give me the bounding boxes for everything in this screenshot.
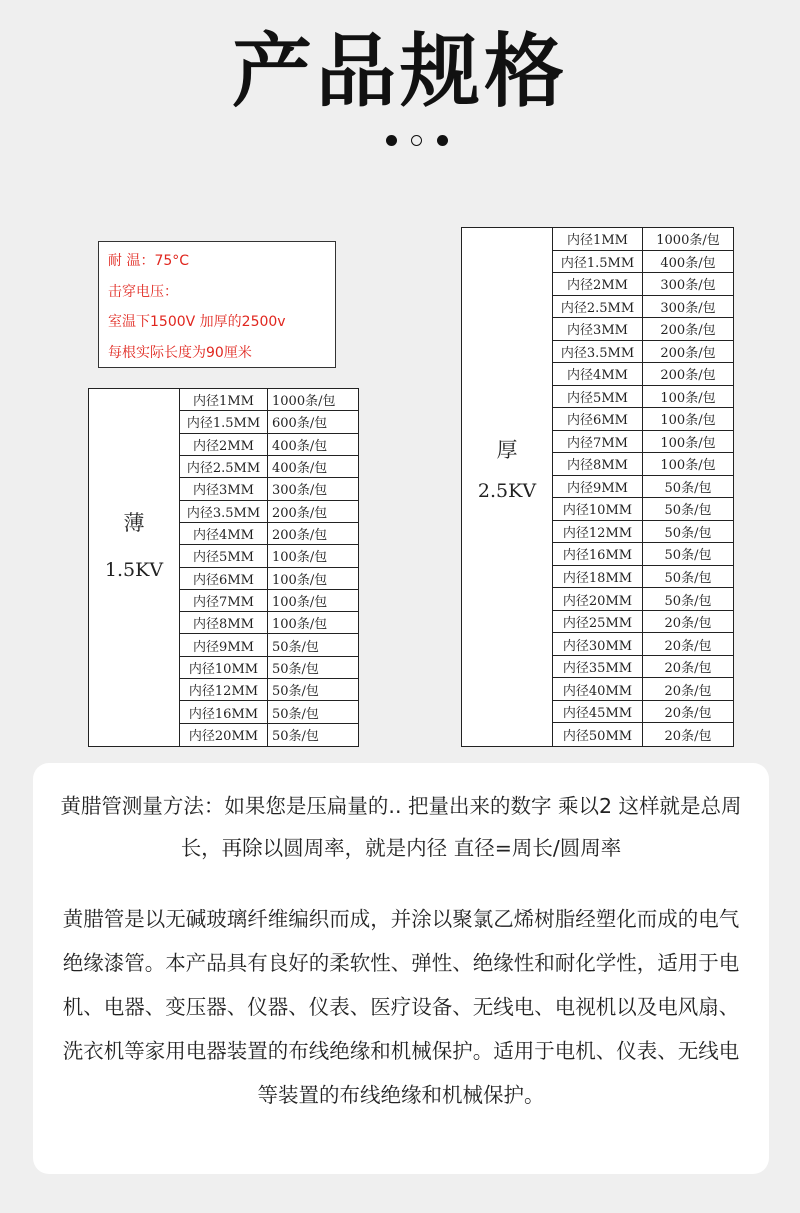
table-row xyxy=(180,411,358,433)
table-row xyxy=(180,634,358,656)
table-row xyxy=(553,521,733,544)
thick-spec-table xyxy=(461,227,734,747)
quantity-cell: 100条/包 xyxy=(660,390,716,406)
table-row xyxy=(553,543,733,566)
quantity-cell: 1000条/包 xyxy=(656,233,720,249)
inner-diameter-cell: 内径2MM xyxy=(553,273,643,295)
table-row xyxy=(553,408,733,431)
table-row xyxy=(180,434,358,456)
carousel-dots xyxy=(386,134,450,148)
table-row xyxy=(553,251,733,274)
table-row xyxy=(553,701,733,724)
description-card xyxy=(33,763,769,1174)
quantity-cell: 300条/包 xyxy=(660,300,716,316)
table-row xyxy=(553,611,733,634)
table-row xyxy=(180,568,358,590)
table-row xyxy=(553,386,733,409)
measurement-method-text: 黄腊管测量方法：如果您是压扁量的.. 把量出来的数字 乘以2 这样就是总周长，再除以圆周率，就是内径 直径=周长/圆周率 xyxy=(60,794,742,860)
table-row xyxy=(553,723,733,746)
quantity-cell: 400条/包 xyxy=(272,461,328,477)
inner-diameter-cell: 内径3MM xyxy=(553,318,643,340)
table-row xyxy=(553,588,733,611)
table-row xyxy=(553,566,733,589)
table-row xyxy=(180,456,358,478)
table-row xyxy=(180,657,358,679)
table-row xyxy=(180,590,358,612)
inner-diameter-cell: 内径8MM xyxy=(553,453,643,475)
thick-label: 厚 xyxy=(496,438,518,462)
table-row xyxy=(553,431,733,454)
quantity-cell: 400条/包 xyxy=(272,438,328,454)
thin-voltage: 1.5KV xyxy=(104,559,164,581)
inner-diameter-cell: 内径2.5MM xyxy=(180,456,268,477)
inner-diameter-cell: 内径8MM xyxy=(180,612,268,633)
table-row xyxy=(553,363,733,386)
table-row xyxy=(180,701,358,723)
thick-voltage: 2.5KV xyxy=(477,480,537,502)
page-title: 产品规格 xyxy=(232,25,568,118)
inner-diameter-cell: 内径9MM xyxy=(180,634,268,655)
quantity-cell: 300条/包 xyxy=(660,278,716,294)
quantity-cell: 20条/包 xyxy=(664,661,712,677)
inner-diameter-cell: 内径35MM xyxy=(553,656,643,678)
inner-diameter-cell: 内径5MM xyxy=(553,386,643,408)
table-row xyxy=(553,633,733,656)
dot-filled-icon xyxy=(437,135,448,146)
quantity-cell: 200条/包 xyxy=(660,345,716,361)
inner-diameter-cell: 内径6MM xyxy=(180,568,268,589)
inner-diameter-cell: 内径16MM xyxy=(553,543,643,565)
dot-hollow-icon xyxy=(411,135,422,146)
quantity-cell: 300条/包 xyxy=(272,483,328,499)
thick-side-label xyxy=(462,228,553,746)
thin-side-label xyxy=(89,389,180,746)
inner-diameter-cell: 内径12MM xyxy=(180,679,268,700)
quantity-cell: 50条/包 xyxy=(664,548,712,564)
quantity-cell: 20条/包 xyxy=(664,638,712,654)
inner-diameter-cell: 内径10MM xyxy=(553,498,643,520)
quantity-cell: 100条/包 xyxy=(272,617,328,633)
table-row xyxy=(553,453,733,476)
table-row xyxy=(180,545,358,567)
inner-diameter-cell: 内径4MM xyxy=(553,363,643,385)
inner-diameter-cell: 内径3.5MM xyxy=(553,341,643,363)
thin-spec-table xyxy=(88,388,359,747)
quantity-cell: 200条/包 xyxy=(660,323,716,339)
quantity-cell: 20条/包 xyxy=(664,729,712,745)
table-row xyxy=(180,478,358,500)
quantity-cell: 1000条/包 xyxy=(272,394,336,410)
inner-diameter-cell: 内径3.5MM xyxy=(180,501,268,522)
table-row xyxy=(553,273,733,296)
product-intro-text: 黄腊管是以无碱玻璃纤维编织而成，并涂以聚氯乙烯树脂经塑化而成的电气绝缘漆管。本产品具有良好的柔软性、弹性、绝缘性和耐化学性，适用于电机、电器、变压器、仪器、仪表、医疗设备、无线电、电视机以及电风扇、洗衣机等家用电器装置的布线绝缘和机械保护。适用于电机、仪表、无线电等装置的布线绝缘和机械保护。 xyxy=(62,907,740,1107)
inner-diameter-cell: 内径25MM xyxy=(553,611,643,633)
inner-diameter-cell: 内径40MM xyxy=(553,678,643,700)
inner-diameter-cell: 内径45MM xyxy=(553,701,643,723)
quantity-cell: 50条/包 xyxy=(272,661,319,677)
inner-diameter-cell: 内径7MM xyxy=(180,590,268,611)
inner-diameter-cell: 内径6MM xyxy=(553,408,643,430)
quantity-cell: 50条/包 xyxy=(664,503,712,519)
table-row xyxy=(180,389,358,411)
inner-diameter-cell: 内径10MM xyxy=(180,657,268,678)
note-line-voltage: 室温下1500V 加厚的2500v xyxy=(108,314,286,330)
table-row xyxy=(180,724,358,746)
quantity-cell: 20条/包 xyxy=(664,683,712,699)
quantity-cell: 100条/包 xyxy=(660,413,716,429)
quantity-cell: 50条/包 xyxy=(272,639,319,655)
quantity-cell: 50条/包 xyxy=(664,525,712,541)
note-line-length: 每根实际长度为90厘米 xyxy=(108,344,252,361)
inner-diameter-cell: 内径1.5MM xyxy=(553,251,643,273)
quantity-cell: 100条/包 xyxy=(272,594,328,610)
quantity-cell: 50条/包 xyxy=(664,570,712,586)
table-row xyxy=(180,501,358,523)
quantity-cell: 50条/包 xyxy=(664,480,712,496)
quantity-cell: 100条/包 xyxy=(660,458,716,474)
quantity-cell: 100条/包 xyxy=(660,435,716,451)
quantity-cell: 50条/包 xyxy=(272,729,319,745)
quantity-cell: 600条/包 xyxy=(272,416,328,432)
table-row xyxy=(553,318,733,341)
inner-diameter-cell: 内径50MM xyxy=(553,723,643,746)
inner-diameter-cell: 内径5MM xyxy=(180,545,268,566)
quantity-cell: 100条/包 xyxy=(272,550,328,566)
table-row xyxy=(180,612,358,634)
quantity-cell: 50条/包 xyxy=(272,684,319,700)
note-line-breakdown: 击穿电压： xyxy=(108,283,178,300)
inner-diameter-cell: 内径9MM xyxy=(553,476,643,498)
quantity-cell: 100条/包 xyxy=(272,572,328,588)
table-row xyxy=(553,476,733,499)
inner-diameter-cell: 内径1MM xyxy=(553,228,643,250)
inner-diameter-cell: 内径18MM xyxy=(553,566,643,588)
inner-diameter-cell: 内径1MM xyxy=(180,389,268,410)
quantity-cell: 50条/包 xyxy=(664,593,712,609)
quantity-cell: 200条/包 xyxy=(272,505,328,521)
dot-filled-icon xyxy=(386,135,397,146)
thick-rows xyxy=(553,228,733,746)
table-row xyxy=(553,228,733,251)
note-line-temperature: 耐 温：75°C xyxy=(108,253,190,269)
thin-label: 薄 xyxy=(123,511,145,535)
inner-diameter-cell: 内径16MM xyxy=(180,701,268,722)
table-row xyxy=(553,656,733,679)
inner-diameter-cell: 内径4MM xyxy=(180,523,268,544)
inner-diameter-cell: 内径1.5MM xyxy=(180,411,268,432)
thin-rows xyxy=(180,389,358,746)
inner-diameter-cell: 内径30MM xyxy=(553,633,643,655)
table-row xyxy=(553,341,733,364)
table-row xyxy=(180,679,358,701)
inner-diameter-cell: 内径7MM xyxy=(553,431,643,453)
spec-note-box xyxy=(98,241,336,368)
table-row xyxy=(180,523,358,545)
table-row xyxy=(553,498,733,521)
inner-diameter-cell: 内径2.5MM xyxy=(553,296,643,318)
table-row xyxy=(553,678,733,701)
inner-diameter-cell: 内径3MM xyxy=(180,478,268,499)
inner-diameter-cell: 内径2MM xyxy=(180,434,268,455)
quantity-cell: 20条/包 xyxy=(664,706,712,722)
quantity-cell: 200条/包 xyxy=(660,368,716,384)
inner-diameter-cell: 内径12MM xyxy=(553,521,643,543)
quantity-cell: 50条/包 xyxy=(272,706,319,722)
table-row xyxy=(553,296,733,319)
inner-diameter-cell: 内径20MM xyxy=(553,588,643,610)
quantity-cell: 200条/包 xyxy=(272,528,328,544)
quantity-cell: 20条/包 xyxy=(664,616,712,632)
inner-diameter-cell: 内径20MM xyxy=(180,724,268,746)
quantity-cell: 400条/包 xyxy=(660,255,716,271)
